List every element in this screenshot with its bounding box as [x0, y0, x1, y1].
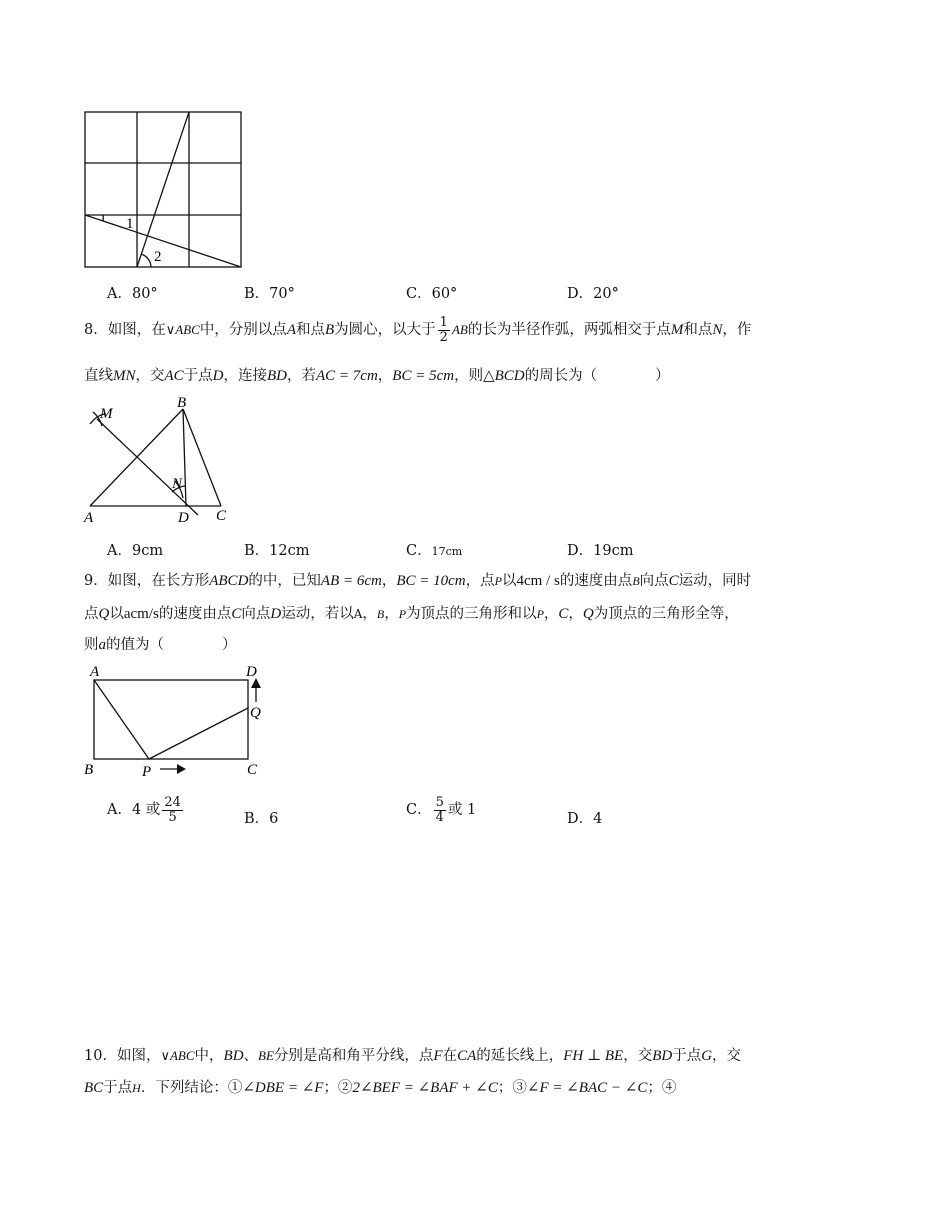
q8-fraction-half: $\frac{1}{2}$ [439, 315, 448, 345]
label-b: B [84, 762, 94, 778]
q7-option-b[interactable]: B．70° [244, 286, 295, 302]
q9-stem-line-1: 9．如图，在长方形ABCD的中，已知AB = 6cm，BC = 10cm，点P以4cm / s的速度由点B向点C运动，同时 [84, 573, 752, 589]
label-a: A [90, 664, 100, 680]
angle-1-label: 1 [126, 216, 134, 232]
q9-option-c[interactable]: C． $\frac{5}{4}$ 或 1 [406, 795, 477, 825]
q9-option-d[interactable]: D．4 [567, 811, 603, 827]
label-a: A [84, 510, 94, 526]
segment-ap [94, 680, 149, 759]
q10-stem-line-1: 10．如图，∨ABC中，BD、BE分别是高和角平分线，点F在CA的延长线上，FH ⊥ BE，交BD于点G，交 [84, 1048, 742, 1064]
q9-option-a[interactable]: A．4 或 $\frac{24}{5}$ [107, 795, 181, 825]
q7-option-d[interactable]: D．20° [567, 286, 619, 302]
label-d: D [178, 510, 189, 526]
q9-option-a-fraction: $\frac{24}{5}$ [164, 795, 181, 825]
q7-option-c[interactable]: C．60° [406, 286, 458, 302]
label-d: D [246, 664, 257, 680]
q8-option-b[interactable]: B．12cm [244, 543, 310, 559]
q8-option-a[interactable]: A．9cm [107, 543, 164, 559]
q9-option-b[interactable]: B．6 [244, 811, 279, 827]
label-c: C [247, 762, 258, 778]
diagonal-line-steep [137, 112, 189, 267]
segment-bd [183, 409, 186, 506]
q9-rectangle-figure [80, 660, 270, 782]
arrow-p-head [177, 764, 186, 774]
q9-option-c-fraction: $\frac{5}{4}$ [435, 795, 444, 825]
q7-grid-figure [80, 106, 250, 272]
segment-pq [149, 708, 248, 759]
q8-option-d[interactable]: D．19cm [567, 543, 634, 559]
q8-stem-line-2: 直线MN，交AC于点D，连接BD，若AC = 7cm，BC = 5cm，则△BCD的周长为（ ） [84, 368, 670, 384]
label-c: C [216, 508, 227, 524]
side-ab [90, 409, 183, 506]
q8-stem-line-1: 8．如图，在∨ABC中，分别以点A和点B为圆心，以大于 $\frac{1}{2}$ AB的长为半径作弧，两弧相交于点M和点N，作 [84, 315, 752, 345]
q8-option-c[interactable]: C．17cm [406, 543, 463, 559]
label-b: B [177, 395, 187, 411]
diagonal-line-shallow [85, 215, 241, 267]
line-mn [97, 419, 198, 515]
q9-stem-line-3: 则a的值为（ ） [84, 637, 237, 653]
label-p: P [142, 764, 152, 780]
q10-stem-line-2: BC于点H．下列结论：①∠DBE = ∠F；②2∠BEF = ∠BAF + ∠C；③∠F = ∠BAC − ∠C；④ [84, 1080, 677, 1096]
q8-triangle-figure [80, 394, 240, 528]
q9-stem-line-2: 点Q以acm/s的速度由点C向点D运动，若以A，B，P为顶点的三角形和以P，C，Q为顶点的三角形全等， [84, 606, 739, 622]
q7-option-a[interactable]: A．80° [107, 286, 158, 302]
angle-2-label: 2 [154, 249, 162, 265]
label-n: N [172, 476, 183, 492]
angle-2-arc [141, 254, 151, 267]
label-q: Q [250, 705, 261, 721]
label-m: M [100, 406, 113, 422]
side-bc [183, 409, 221, 506]
